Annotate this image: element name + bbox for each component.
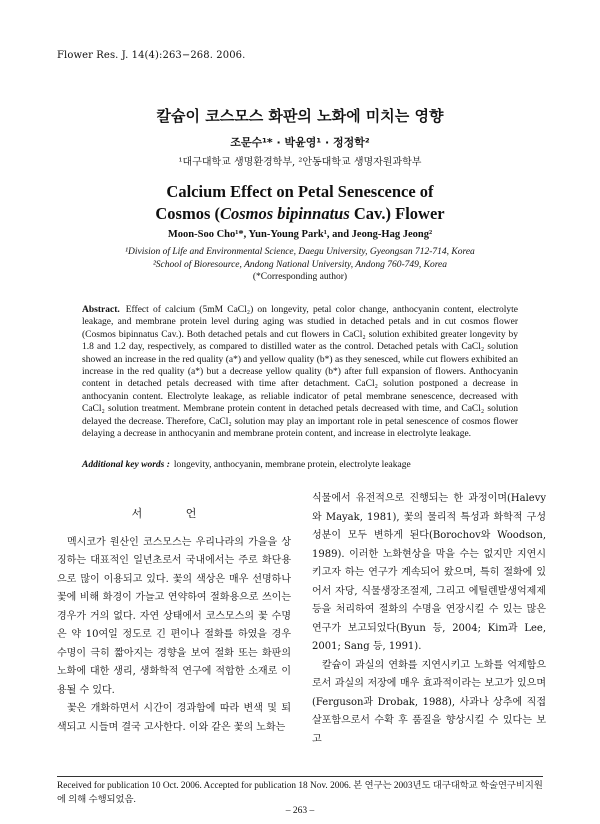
page-number: – 263 – [285, 806, 315, 816]
body-paragraph: 꽃은 개화하면서 시간이 경과함에 따라 변색 및 퇴색되고 시들며 결국 고사한다. 이와 같은 꽃의 노화는 [57, 703, 291, 733]
keywords-text: longevity, anthocyanin, membrane protein, electrolyte leakage [173, 460, 411, 470]
title-part: Cosmos ( [155, 204, 220, 223]
title-species: Cosmos bipinnatus [220, 204, 350, 223]
body-paragraph: 식물에서 유전적으로 진행되는 한 과정이며(Halevy와 Mayak, 1981), 꽃의 물리적 특성과 화학적 구성 성분이 모두 변하게 된다(Borochov와 Woodson, 1989). 이러한 노화현상을 막을 수는 없지만 지연시키고자 하는 연구가 계속되어 왔으며, 특히 절화에 있어서 자당, 식물생장조절제, 그리고 에틸렌발생억제제 등을 처리하여 절화의 수명을 연장시킬 수 있는 많은 연구가 보고되었다(Byun 등, 2004; Kim과 Lee, 2001; Sang 등, 1991). [312, 493, 546, 652]
section-heading-introduction: 서 언 [131, 507, 217, 520]
affiliation-korean: ¹대구대학교 생명환경학부, ²안동대학교 생명자원과학부 [178, 157, 422, 168]
affiliations-english [0, 246, 600, 284]
footnote: Received for publication 10 Oct. 2006. Accepted for publication 18 Nov. 2006. 본 연구는 2003년도 대구대학교 학술연구비지원에 의해 수행되었음. [57, 781, 543, 805]
body-column-left [57, 505, 291, 737]
abstract [82, 304, 518, 440]
title-english [0, 181, 600, 225]
abstract-label: Abstract. [82, 305, 120, 315]
affiliation-english-1: ¹Division of Life and Environmental Science, Daegu University, Gyeongsan 712-714, Korea [125, 247, 475, 257]
keywords [82, 460, 518, 470]
authors-korean: 조문수¹* · 박윤영¹ · 정정학² [230, 136, 370, 149]
affiliation-english-2: ²School of Bioresource, Andong National University, Andong 760-749, Korea [152, 259, 448, 270]
authors-english: Moon-Soo Cho¹*, Yun-Young Park¹, and Jeong-Hag Jeong² [167, 229, 433, 240]
footnote-divider [57, 776, 543, 777]
keywords-label: Additional key words : [82, 460, 170, 470]
body-paragraph: 멕시코가 원산인 코스모스는 우리나라의 가을을 상징하는 대표적인 일년초로서 국내에서는 주로 화단용으로 많이 이용되고 있다. 꽃의 색상은 매우 선명하나 꽃에 비해 화경이 가늘고 연약하여 절화용으로 쓰이는 경우가 거의 없다. 자연 상태에서 코스모스의 꽃 수명은 약 10여일 정도로 긴 편이나 절화를 하였을 경우 수명이 극히 짧아지는 경향을 보여 절화 또는 화판의 노화에 대한 생리, 생화학적 연구에 적합한 소재로 이용될 수 있다. [57, 536, 291, 696]
title-english-line2 [0, 203, 600, 225]
body-column-right [312, 490, 546, 749]
title-korean: 칼슘이 코스모스 화판의 노화에 미치는 영향 [156, 107, 444, 125]
abstract-text: Effect of calcium (5mM CaCl₂) on longevity, petal color change, anthocyanin content, electrolyte leakage, and membrane protein level during aging was studied in detached petals and in cut cosmos flower (Cosmos bipinnatus Cav.). Both detached petals and cut flowers in CaCl₂ solution exhibited greater longevity by 1.8 and 1.2 day, respectively, as compared to distilled water as the control. Detached petals with CaCl₂ solution showed an increase in the red quality (a*) and yellow quality (b*) as they senesced, while cut flowers exhibited an increase in the red quality (a*) but a decrease yellow quality (b*) after full expansion of flowers. Anthocyanin content in detached petals decreased with time after detachment. CaCl₂ solution postponed a decrease in anthocyanin content. Electrolyte leakage, as reliable indicator of petal membrane senescence, decreased with CaCl₂ solution treatment. Membrane protein content in detached petals decreased with time, and CaCl₂ solution delayed the decrease. Therefore, CaCl₂ solution may play an important role in petal senescence of cosmos flower delaying a decrease in anthocyanin and membrane protein content, and increase in electrolyte leakage. [82, 305, 518, 440]
title-english-line1: Calcium Effect on Petal Senescence of [166, 182, 434, 201]
journal-reference: Flower Res. J. 14(4):263−268. 2006. [57, 50, 246, 61]
body-paragraph: 칼슘이 과실의 연화를 지연시키고 노화를 억제함으로서 과실의 저장에 매우 효과적이라는 보고가 있으며(Ferguson과 Drobak, 1988), 사과나 상추에 직접 살포함으로서 수확 후 품질을 향상시킬 수 있다는 보고 [312, 659, 546, 745]
corresponding-author-note: (*Corresponding author) [252, 272, 348, 282]
title-part: Cav.) Flower [349, 204, 445, 223]
